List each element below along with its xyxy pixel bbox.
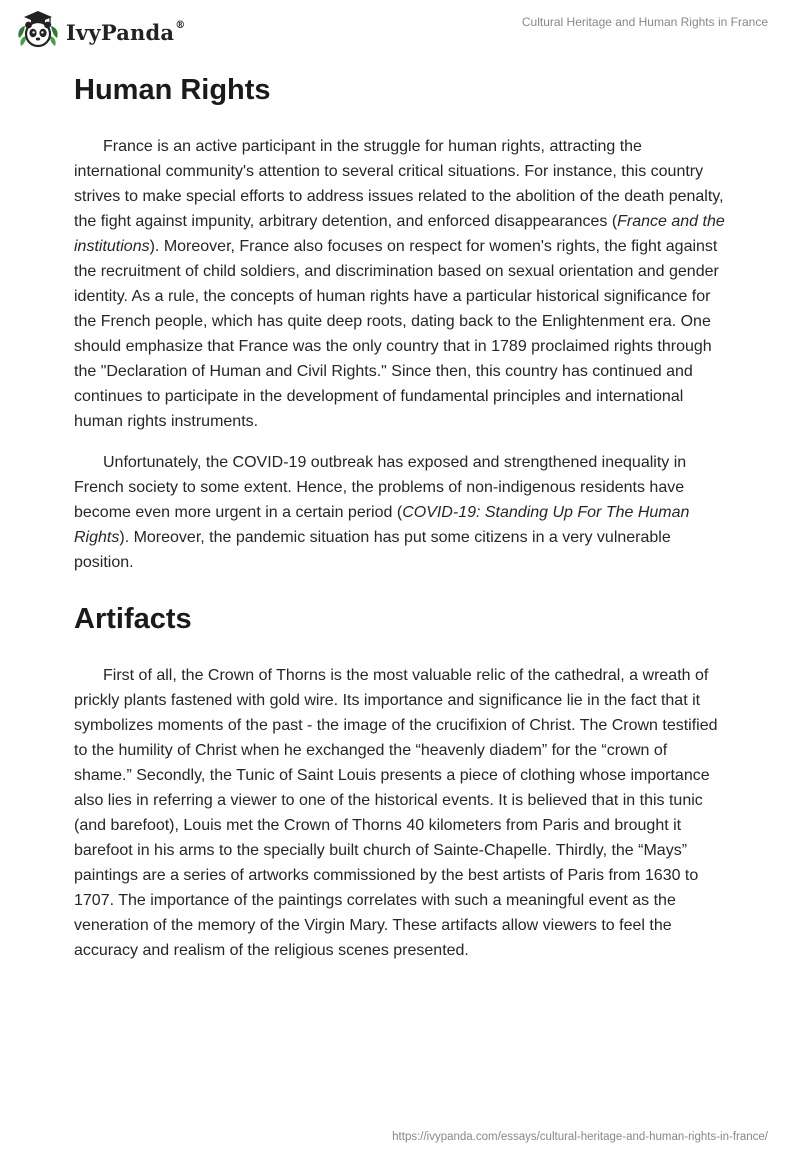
paragraph-artifacts-1: First of all, the Crown of Thorns is the most valuable relic of the cathedral, a wreath of prickly plants fastened with gold wire. Its importance and significance lie in the fact that it symbolizes moments of the past - the image of the crucifixion of Christ. The Crown testified to the humility of Christ when he exchanged the “heavenly diadem” for the “crown of shame.” Secondly, the Tunic of Saint Louis presents a piece of clothing whose importance also lies in referring a viewer to one of the historical events. It is believed that in this tunic (and barefoot), Louis met the Crown of Thorns 40 kilometers from Paris and brought it barefoot in his arms to the specially built church of Sainte-Chapelle. Thirdly, the “Mays” paintings are a series of artworks commissioned by the best artists of Paris from 1630 to 1707. The importance of the paintings correlates with such a meaningful event as the veneration of the memory of the Virgin Mary. These artifacts allow viewers to feel the accuracy and realism of the religious scenes presented. [74,667,718,959]
paragraph-human-rights-1: France is an active participant in the struggle for human rights, attracting the international community's attention to several critical situations. For instance, this country strives to make special efforts to address issues related to the abolition of the death penalty, the fight against impunity, arbitrary detention, and enforced disappearances (France and the institutions). Moreover, France also focuses on respect for women's rights, the fight against the recruitment of child soldiers, and discrimination based on sexual orientation and gender identity. As a rule, the concepts of human rights have a particular historical significance for the French people, which has quite deep roots, dating back to the Enlightenment era. One should emphasize that France was the only country that in 1789 proclaimed rights through the "Declaration of Human and Civil Rights." Since then, this country has continued and continues to participate in the development of fundamental principles and international human rights instruments. [74,138,725,430]
citation-covid-19: COVID-19: Standing Up For The Human Rights [74,504,690,546]
section-heading-artifacts: Artifacts [74,603,192,635]
section-heading-human-rights: Human Rights [74,74,271,106]
panda-graduate-icon [16,8,60,52]
ivypanda-logo[interactable] [16,8,185,52]
document-title: Cultural Heritage and Human Rights in France [521,15,768,29]
source-url[interactable]: https://ivypanda.com/essays/cultural-heritage-and-human-rights-in-france/ [392,1131,768,1143]
paragraph-human-rights-2: Unfortunately, the COVID-19 outbreak has exposed and strengthened inequality in French society to some extent. Hence, the problems of non-indigenous residents have become even more urgent in a certain period (COVID-19: Standing Up For The Human Rights). Moreover, the pandemic situation has put some citizens in a very vulnerable position. [74,454,690,571]
citation-france-institutions: France and the institutions [74,213,725,255]
page-header [0,0,800,60]
article-body [74,70,728,979]
logo-wordmark: IvyPanda® [66,19,186,45]
